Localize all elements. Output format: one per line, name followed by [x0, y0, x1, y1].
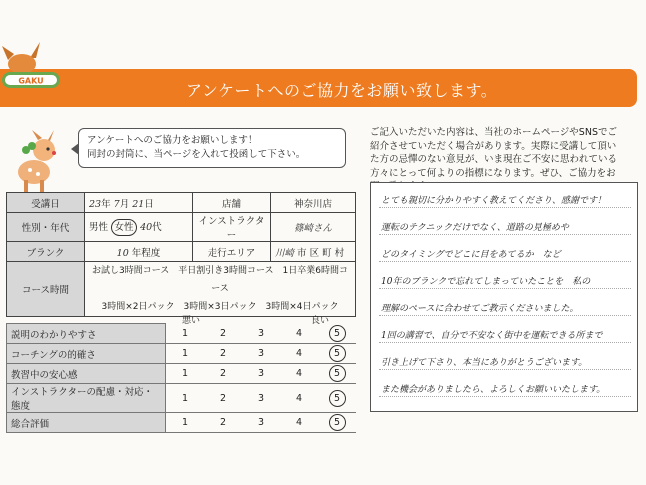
rating-row-label: インストラクターの配慮・対応・態度	[7, 384, 166, 413]
date-day-suffix: 日	[144, 198, 154, 210]
comment-line: 1回の講習で、自分で不安なく街中を運転できる所まで	[381, 331, 603, 341]
course-options	[85, 262, 356, 317]
comment-line: 引き上げて下さり、本当にありがとうございます。	[381, 358, 588, 368]
rating-option-5	[318, 324, 356, 344]
age-value: 40	[140, 221, 153, 233]
rating-number: 2	[219, 368, 227, 379]
rating-row-label: 総合評価	[7, 413, 166, 433]
rating-option-2	[204, 413, 242, 433]
rating-row	[7, 344, 357, 364]
rating-number: 3	[257, 392, 265, 404]
rating-number: 3	[257, 327, 265, 339]
bubble-line-1: アンケートへのご協力をお願いします！	[87, 135, 258, 146]
rating-number: 1	[181, 392, 189, 404]
comment-line: 10年のブランクで忘れてしまっていたことを 私の	[381, 277, 591, 287]
rating-option-1	[166, 364, 205, 384]
date-label: 受講日	[7, 193, 85, 213]
date-month: 7	[113, 198, 120, 210]
rating-row	[7, 364, 357, 384]
rating-number: 1	[181, 348, 189, 359]
banner	[0, 69, 637, 107]
comment-rule	[379, 342, 631, 343]
rating-option-4	[280, 364, 318, 384]
shop-value: 神奈川店	[271, 193, 356, 213]
instruction-bubble	[78, 128, 346, 168]
comment-line: 理解のペースに合わせてご教示くださいました。	[381, 304, 579, 314]
rating-option-5	[318, 413, 356, 433]
comment-line: また機会がありましたら、よろしくお願いいたします。	[381, 385, 606, 395]
date-year-suffix: 年	[101, 198, 111, 210]
rating-number: 2	[219, 417, 227, 428]
rating-table	[6, 323, 356, 433]
gender-field	[85, 213, 193, 242]
rating-number: 2	[219, 392, 227, 404]
info-table	[6, 192, 356, 317]
rating-option-1	[166, 413, 205, 433]
rating-number: 4	[295, 327, 303, 339]
comment-rule	[379, 288, 631, 289]
instructor-label: インストラクター	[193, 213, 271, 242]
rating-option-1	[166, 384, 205, 413]
area-value: 川崎	[275, 247, 295, 259]
date-field	[85, 193, 193, 213]
comment-box	[370, 182, 638, 412]
blank-label: ブランク	[7, 242, 85, 262]
rating-number: 5	[329, 345, 346, 362]
rating-option-5	[318, 344, 356, 364]
rating-number: 1	[181, 368, 189, 379]
banner-title: アンケートへのご協力をお願い致します。	[186, 81, 498, 100]
rating-number: 3	[257, 348, 265, 359]
rating-good-label: 良い	[311, 316, 330, 326]
deer-logo-icon	[0, 36, 62, 98]
rating-number: 4	[295, 392, 303, 404]
blank-field	[85, 242, 193, 262]
age-suffix: 代	[152, 221, 162, 233]
rating-bad-label: 悪い	[182, 316, 201, 326]
rating-option-4	[280, 413, 318, 433]
comment-rule	[379, 369, 631, 370]
rating-row	[7, 324, 357, 344]
course-row-2: 3時間×2日パック 3時間×3日パック 3時間×4日パック	[101, 302, 339, 312]
rating-number: 5	[329, 365, 346, 382]
rating-option-3	[242, 324, 280, 344]
shop-label: 店舗	[193, 193, 271, 213]
rating-option-2	[204, 384, 242, 413]
rating-number: 3	[257, 417, 265, 428]
rating-number: 5	[329, 390, 346, 407]
comment-rule	[379, 396, 631, 397]
rating-option-3	[242, 384, 280, 413]
rating-option-4	[280, 324, 318, 344]
rating-number: 4	[295, 348, 303, 359]
rating-option-1	[166, 344, 205, 364]
date-year: 23	[89, 198, 102, 210]
rating-number: 1	[181, 417, 189, 428]
comment-line: どのタイミングでどこに目をあてるか など	[381, 250, 561, 260]
rating-row-label: 説明のわかりやすさ	[7, 324, 166, 344]
bubble-line-2: 同封の封筒に、当ページを入れて投函して下さい。	[87, 149, 306, 160]
rating-number: 3	[257, 368, 265, 379]
rating-option-2	[204, 364, 242, 384]
course-row-1: お試し3時間コース 平日割引き3時間コース 1日卒業6時間コース	[91, 266, 348, 294]
area-label: 走行エリア	[193, 242, 271, 262]
area-field	[271, 242, 356, 262]
logo-text: GAKU	[18, 76, 44, 86]
notice-text: ご記入いただいた内容は、当社のホームページやSNSでご紹介させていただく場合があります。実際に受講して頂いた方の忌憚のない意見が、いま現在ご不安に思われている方々にとって何よりの指標になります。ぜひ、ご協力をお	[370, 127, 618, 179]
area-suffix: 市 区 町 村	[297, 247, 345, 259]
course-label: コース時間	[7, 262, 85, 317]
rating-number: 4	[295, 368, 303, 379]
rating-option-4	[280, 344, 318, 364]
comment-rule	[379, 261, 631, 262]
date-day: 21	[132, 198, 145, 210]
gender-male: 男性	[89, 221, 109, 233]
date-month-suffix: 月	[119, 198, 130, 210]
comment-rule	[379, 315, 631, 316]
rating-option-5	[318, 364, 356, 384]
rating-number: 2	[219, 327, 227, 339]
comment-line: 運転のテクニックだけでなく、道路の見極めや	[381, 223, 569, 233]
comment-rule	[379, 207, 631, 208]
rating-option-3	[242, 413, 280, 433]
rating-number: 2	[219, 348, 227, 359]
gender-female: 女性	[111, 219, 137, 236]
instructor-value: 篠崎さん	[271, 213, 356, 242]
rating-row-label: 教習中の安心感	[7, 364, 166, 384]
rating-row-label: コーチングの的確さ	[7, 344, 166, 364]
rating-option-2	[204, 344, 242, 364]
deer-mascot-icon	[2, 128, 64, 196]
rating-option-5	[318, 384, 356, 413]
rating-number: 5	[329, 414, 346, 431]
rating-row	[7, 413, 357, 433]
rating-number: 1	[181, 327, 189, 339]
rating-number: 4	[295, 417, 303, 428]
rating-option-3	[242, 364, 280, 384]
comment-line: とても親切に分かりやすく教えてくださり、感謝です！	[381, 196, 607, 206]
rating-option-1	[166, 324, 205, 344]
blank-suffix: 年程度	[131, 247, 161, 259]
rating-option-3	[242, 344, 280, 364]
rating-option-2	[204, 324, 242, 344]
rating-option-4	[280, 384, 318, 413]
rating-number: 5	[329, 325, 346, 342]
gender-label: 性別・年代	[7, 213, 85, 242]
blank-value: 10	[116, 247, 129, 259]
rating-row	[7, 384, 357, 413]
comment-rule	[379, 234, 631, 235]
